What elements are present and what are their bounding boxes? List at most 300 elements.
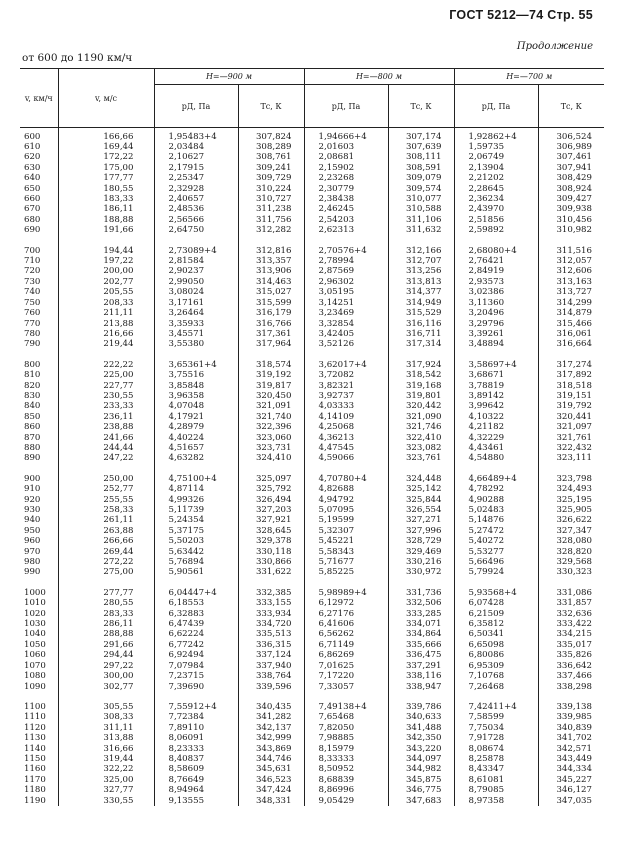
spacer-cell — [454, 692, 538, 702]
table-row — [20, 567, 604, 577]
cell-pressure-h900: 7,72384 — [154, 712, 238, 722]
cell-pressure-h800: 2,54203 — [304, 215, 388, 225]
table-row — [20, 744, 604, 754]
cell-speed-kmh: 1120 — [24, 722, 46, 733]
cell-speed-kmh: 810 — [24, 370, 41, 381]
table-row — [20, 339, 604, 349]
cell-temp-h900: 308,761 — [238, 152, 304, 162]
table-row — [20, 360, 604, 370]
cell-speed-ms: 322,22 — [58, 764, 154, 774]
cell-temp-h800: 334,864 — [388, 629, 454, 639]
cell-temp-h900: 338,764 — [238, 671, 304, 681]
cell-pressure-h900: 2,90237 — [154, 266, 238, 276]
spacer-cell — [538, 692, 604, 702]
table-row — [20, 194, 604, 204]
cell-temp-h800: 313,256 — [388, 266, 454, 276]
cell-pressure-h900: 6,62224 — [154, 629, 238, 639]
cell-temp-h700: 314,299 — [538, 298, 604, 308]
col-header-v-ms: v, м/с — [58, 69, 154, 128]
cell-pressure-h800: 2,23268 — [304, 173, 388, 183]
spacer-cell — [20, 350, 58, 360]
cell-speed-kmh: 1170 — [24, 774, 46, 785]
col-header-temperature: Tс, К — [238, 85, 304, 128]
cell-pressure-h700: 7,10768 — [454, 671, 538, 681]
cell-speed-ms: 263,88 — [58, 526, 154, 536]
table-row — [20, 152, 604, 162]
cell-temp-h700: 306,524 — [538, 128, 604, 143]
spacer-cell — [238, 350, 304, 360]
cell-temp-h900: 321,740 — [238, 412, 304, 422]
cell-pressure-h800: 4,59066 — [304, 453, 388, 463]
table-row — [20, 128, 604, 143]
cell-temp-h900: 312,282 — [238, 225, 304, 235]
cell-speed-ms: 213,88 — [58, 319, 154, 329]
cell-pressure-h800: 5,85225 — [304, 567, 388, 577]
table-row — [20, 640, 604, 650]
cell-pressure-h700: 3,39261 — [454, 329, 538, 339]
cell-temp-h900: 331,622 — [238, 567, 304, 577]
cell-speed-ms: 269,44 — [58, 547, 154, 557]
cell-pressure-h700: 2,84919 — [454, 266, 538, 276]
cell-temp-h800: 333,285 — [388, 609, 454, 619]
cell-pressure-h900: 3,08024 — [154, 287, 238, 297]
cell-pressure-h900: 5,50203 — [154, 536, 238, 546]
cell-temp-h900: 311,238 — [238, 204, 304, 214]
cell-temp-h800: 346,775 — [388, 785, 454, 795]
cell-pressure-h800: 6,71149 — [304, 640, 388, 650]
cell-pressure-h700: 6,80086 — [454, 650, 538, 660]
cell-speed-kmh: 1070 — [24, 660, 46, 671]
cell-speed-kmh: 1140 — [24, 743, 46, 754]
cell-temp-h900: 326,494 — [238, 495, 304, 505]
cell-temp-h900: 319,192 — [238, 370, 304, 380]
cell-temp-h700: 309,427 — [538, 194, 604, 204]
spacer-cell — [454, 464, 538, 474]
cell-temp-h700: 333,422 — [538, 619, 604, 629]
cell-speed-kmh: 1160 — [24, 764, 46, 775]
cell-pressure-h700: 4,32229 — [454, 433, 538, 443]
cell-temp-h800: 317,924 — [388, 360, 454, 370]
cell-pressure-h800: 3,92737 — [304, 391, 388, 401]
table-row — [20, 329, 604, 339]
cell-speed-kmh: 930 — [24, 505, 41, 515]
table-row — [20, 308, 604, 318]
cell-pressure-h800: 5,58343 — [304, 547, 388, 557]
table-row — [20, 536, 604, 546]
cell-speed-ms: 280,55 — [58, 598, 154, 608]
cell-temp-h800: 335,666 — [388, 640, 454, 650]
spacer-cell — [154, 464, 238, 474]
cell-temp-h700: 321,761 — [538, 433, 604, 443]
cell-temp-h700: 308,924 — [538, 184, 604, 194]
table-row — [20, 588, 604, 598]
spacer-cell — [58, 692, 154, 702]
cell-speed-ms: 172,22 — [58, 152, 154, 162]
cell-temp-h800: 311,632 — [388, 225, 454, 235]
cell-speed-kmh: 680 — [24, 214, 41, 225]
cell-temp-h700: 339,985 — [538, 712, 604, 722]
cell-speed-kmh: 880 — [24, 442, 41, 453]
cell-temp-h800: 324,448 — [388, 474, 454, 484]
cell-pressure-h800: 8,33333 — [304, 754, 388, 764]
cell-temp-h700: 325,905 — [538, 505, 604, 515]
cell-speed-ms: 191,66 — [58, 225, 154, 235]
cell-temp-h900: 314,463 — [238, 277, 304, 287]
cell-pressure-h700: 1,92862+4 — [454, 128, 538, 143]
cell-temp-h700: 346,127 — [538, 785, 604, 795]
cell-speed-kmh: 870 — [24, 432, 41, 443]
cell-temp-h700: 320,441 — [538, 412, 604, 422]
cell-temp-h800: 343,220 — [388, 744, 454, 754]
cell-temp-h800: 341,488 — [388, 723, 454, 733]
cell-temp-h800: 307,174 — [388, 128, 454, 143]
cell-pressure-h900: 4,75100+4 — [154, 474, 238, 484]
group-header-h800: H=—800 м — [304, 69, 454, 85]
cell-pressure-h800: 6,12972 — [304, 598, 388, 608]
cell-temp-h700: 314,879 — [538, 308, 604, 318]
cell-speed-ms: 308,33 — [58, 712, 154, 722]
cell-temp-h900: 323,731 — [238, 443, 304, 453]
cell-temp-h700: 307,461 — [538, 152, 604, 162]
cell-pressure-h900: 8,76649 — [154, 775, 238, 785]
cell-pressure-h900: 2,32928 — [154, 184, 238, 194]
cell-pressure-h700: 6,65098 — [454, 640, 538, 650]
cell-temp-h900: 308,289 — [238, 142, 304, 152]
cell-speed-ms: 305,55 — [58, 702, 154, 712]
col-header-temperature: Tс, К — [388, 85, 454, 128]
cell-temp-h800: 345,875 — [388, 775, 454, 785]
table-row — [20, 775, 604, 785]
cell-speed-kmh: 760 — [24, 308, 41, 319]
table-row — [20, 266, 604, 276]
cell-pressure-h700: 8,97358 — [454, 796, 538, 806]
table-row — [20, 412, 604, 422]
cell-temp-h700: 312,057 — [538, 256, 604, 266]
spacer-cell — [304, 692, 388, 702]
table-row — [20, 225, 604, 235]
cell-speed-ms: 266,66 — [58, 536, 154, 546]
cell-speed-ms: 283,33 — [58, 609, 154, 619]
group-spacer — [20, 692, 604, 702]
cell-speed-kmh: 990 — [24, 567, 41, 578]
cell-speed-ms: 300,00 — [58, 671, 154, 681]
cell-pressure-h800: 6,56262 — [304, 629, 388, 639]
cell-pressure-h800: 4,14109 — [304, 412, 388, 422]
cell-temp-h700: 324,493 — [538, 484, 604, 494]
cell-pressure-h700: 2,68080+4 — [454, 246, 538, 256]
cell-speed-ms: 311,11 — [58, 723, 154, 733]
cell-speed-ms: 313,88 — [58, 733, 154, 743]
cell-temp-h700: 318,518 — [538, 381, 604, 391]
cell-speed-ms: 227,77 — [58, 381, 154, 391]
cell-temp-h900: 334,720 — [238, 619, 304, 629]
spacer-cell — [538, 464, 604, 474]
cell-pressure-h900: 4,28979 — [154, 422, 238, 432]
cell-speed-ms: 194,44 — [58, 246, 154, 256]
cell-pressure-h800: 8,86996 — [304, 785, 388, 795]
cell-pressure-h800: 3,05195 — [304, 287, 388, 297]
spacer-cell — [154, 692, 238, 702]
cell-temp-h900: 325,097 — [238, 474, 304, 484]
cell-pressure-h800: 5,45221 — [304, 536, 388, 546]
cell-speed-kmh: 640 — [24, 173, 41, 184]
cell-speed-kmh: 980 — [24, 557, 41, 568]
cell-temp-h700: 328,080 — [538, 536, 604, 546]
cell-pressure-h800: 5,19599 — [304, 515, 388, 525]
cell-temp-h700: 322,432 — [538, 443, 604, 453]
cell-temp-h800: 307,639 — [388, 142, 454, 152]
table-row — [20, 173, 604, 183]
cell-temp-h700: 336,642 — [538, 661, 604, 671]
cell-temp-h800: 317,314 — [388, 339, 454, 349]
cell-temp-h800: 313,813 — [388, 277, 454, 287]
cell-pressure-h700: 5,53277 — [454, 547, 538, 557]
data-table-wrapper — [20, 68, 603, 806]
table-row — [20, 547, 604, 557]
cell-pressure-h800: 6,41606 — [304, 619, 388, 629]
cell-temp-h800: 328,729 — [388, 536, 454, 546]
cell-speed-kmh: 830 — [24, 390, 41, 401]
cell-pressure-h700: 3,20496 — [454, 308, 538, 318]
cell-temp-h700: 341,702 — [538, 733, 604, 743]
cell-pressure-h900: 9,13555 — [154, 796, 238, 806]
cell-speed-kmh: 770 — [24, 318, 41, 329]
cell-pressure-h800: 2,30779 — [304, 184, 388, 194]
cell-speed-ms: 302,77 — [58, 682, 154, 692]
cell-pressure-h700: 3,11360 — [454, 298, 538, 308]
spacer-cell — [58, 350, 154, 360]
cell-temp-h800: 338,947 — [388, 682, 454, 692]
cell-speed-kmh: 720 — [24, 266, 41, 277]
cell-pressure-h900: 2,99050 — [154, 277, 238, 287]
cell-pressure-h800: 3,42405 — [304, 329, 388, 339]
cell-temp-h800: 337,291 — [388, 661, 454, 671]
cell-temp-h700: 316,664 — [538, 339, 604, 349]
cell-speed-ms: 236,11 — [58, 412, 154, 422]
cell-temp-h900: 322,396 — [238, 422, 304, 432]
table-row — [20, 629, 604, 639]
cell-temp-h700: 313,727 — [538, 287, 604, 297]
cell-temp-h900: 328,645 — [238, 526, 304, 536]
cell-pressure-h900: 6,77242 — [154, 640, 238, 650]
cell-pressure-h900: 3,55380 — [154, 339, 238, 349]
spacer-cell — [388, 464, 454, 474]
cell-temp-h800: 326,554 — [388, 505, 454, 515]
cell-temp-h700: 306,989 — [538, 142, 604, 152]
cell-temp-h800: 342,350 — [388, 733, 454, 743]
cell-temp-h800: 314,949 — [388, 298, 454, 308]
cell-pressure-h800: 2,70576+4 — [304, 246, 388, 256]
cell-pressure-h700: 5,02483 — [454, 505, 538, 515]
spacer-cell — [454, 236, 538, 246]
cell-pressure-h900: 5,90561 — [154, 567, 238, 577]
cell-speed-kmh: 630 — [24, 162, 41, 173]
cell-pressure-h800: 2,46245 — [304, 204, 388, 214]
cell-pressure-h800: 2,62313 — [304, 225, 388, 235]
cell-temp-h900: 327,203 — [238, 505, 304, 515]
cell-temp-h700: 347,035 — [538, 796, 604, 806]
cell-speed-ms: 250,00 — [58, 474, 154, 484]
cell-pressure-h800: 4,70780+4 — [304, 474, 388, 484]
spacer-cell — [154, 236, 238, 246]
cell-pressure-h900: 5,37175 — [154, 526, 238, 536]
cell-speed-kmh: 950 — [24, 525, 41, 536]
cell-pressure-h800: 6,27176 — [304, 609, 388, 619]
cell-speed-kmh: 960 — [24, 536, 41, 547]
cell-temp-h900: 342,999 — [238, 733, 304, 743]
table-row — [20, 484, 604, 494]
cell-temp-h800: 323,761 — [388, 453, 454, 463]
table-row — [20, 474, 604, 484]
table-row — [20, 443, 604, 453]
range-label: от 600 до 1190 км/ч — [22, 52, 133, 64]
cell-pressure-h700: 4,43461 — [454, 443, 538, 453]
cell-temp-h800: 334,071 — [388, 619, 454, 629]
cell-temp-h900: 315,027 — [238, 287, 304, 297]
spacer-cell — [304, 236, 388, 246]
cell-pressure-h800: 3,14251 — [304, 298, 388, 308]
cell-pressure-h700: 5,40272 — [454, 536, 538, 546]
table-row — [20, 764, 604, 774]
cell-pressure-h800: 2,01603 — [304, 142, 388, 152]
cell-temp-h900: 316,179 — [238, 308, 304, 318]
data-table — [20, 68, 604, 806]
cell-pressure-h700: 3,58697+4 — [454, 360, 538, 370]
cell-temp-h700: 335,017 — [538, 640, 604, 650]
cell-pressure-h900: 4,40224 — [154, 433, 238, 443]
cell-speed-kmh: 790 — [24, 339, 41, 350]
cell-temp-h800: 321,090 — [388, 412, 454, 422]
cell-pressure-h800: 7,82050 — [304, 723, 388, 733]
cell-temp-h900: 313,357 — [238, 256, 304, 266]
cell-pressure-h700: 8,61081 — [454, 775, 538, 785]
cell-temp-h800: 336,475 — [388, 650, 454, 660]
cell-temp-h800: 320,442 — [388, 401, 454, 411]
cell-speed-ms: 291,66 — [58, 640, 154, 650]
cell-speed-ms: 233,33 — [58, 401, 154, 411]
cell-temp-h800: 323,082 — [388, 443, 454, 453]
cell-temp-h700: 334,215 — [538, 629, 604, 639]
cell-pressure-h800: 4,82688 — [304, 484, 388, 494]
cell-temp-h800: 330,972 — [388, 567, 454, 577]
cell-temp-h800: 311,106 — [388, 215, 454, 225]
continued-label: Продолжение — [516, 41, 593, 52]
cell-speed-kmh: 1030 — [24, 619, 46, 630]
cell-pressure-h700: 3,68671 — [454, 370, 538, 380]
table-row — [20, 526, 604, 536]
cell-pressure-h900: 3,65361+4 — [154, 360, 238, 370]
cell-pressure-h900: 8,23333 — [154, 744, 238, 754]
cell-pressure-h700: 2,21202 — [454, 173, 538, 183]
cell-pressure-h900: 4,99326 — [154, 495, 238, 505]
cell-temp-h900: 325,792 — [238, 484, 304, 494]
cell-pressure-h700: 8,43347 — [454, 764, 538, 774]
page-header: ГОСТ 5212—74 Стр. 55 — [449, 8, 593, 22]
cell-speed-kmh: 1110 — [24, 712, 46, 723]
table-row — [20, 184, 604, 194]
cell-pressure-h700: 6,50341 — [454, 629, 538, 639]
cell-pressure-h800: 3,62017+4 — [304, 360, 388, 370]
cell-temp-h900: 342,137 — [238, 723, 304, 733]
cell-temp-h900: 344,746 — [238, 754, 304, 764]
cell-speed-ms: 216,66 — [58, 329, 154, 339]
cell-pressure-h900: 7,39690 — [154, 682, 238, 692]
cell-pressure-h700: 2,36234 — [454, 194, 538, 204]
table-row — [20, 319, 604, 329]
cell-speed-ms: 180,55 — [58, 184, 154, 194]
cell-temp-h700: 335,826 — [538, 650, 604, 660]
cell-temp-h900: 320,450 — [238, 391, 304, 401]
cell-temp-h800: 316,116 — [388, 319, 454, 329]
cell-pressure-h700: 3,02386 — [454, 287, 538, 297]
cell-pressure-h900: 5,11739 — [154, 505, 238, 515]
cell-speed-ms: 230,55 — [58, 391, 154, 401]
cell-pressure-h700: 3,78819 — [454, 381, 538, 391]
table-row — [20, 723, 604, 733]
table-row — [20, 505, 604, 515]
cell-pressure-h800: 7,98885 — [304, 733, 388, 743]
cell-pressure-h800: 4,47545 — [304, 443, 388, 453]
cell-pressure-h800: 7,17220 — [304, 671, 388, 681]
cell-pressure-h800: 5,32307 — [304, 526, 388, 536]
cell-pressure-h700: 6,95309 — [454, 661, 538, 671]
cell-temp-h800: 322,410 — [388, 433, 454, 443]
cell-temp-h900: 321,091 — [238, 401, 304, 411]
cell-temp-h700: 319,792 — [538, 401, 604, 411]
cell-pressure-h900: 2,73089+4 — [154, 246, 238, 256]
cell-pressure-h900: 2,81584 — [154, 256, 238, 266]
cell-pressure-h800: 7,49138+4 — [304, 702, 388, 712]
cell-pressure-h700: 4,78292 — [454, 484, 538, 494]
table-row — [20, 246, 604, 256]
table-row — [20, 754, 604, 764]
cell-pressure-h900: 1,95483+4 — [154, 128, 238, 143]
cell-temp-h900: 330,866 — [238, 557, 304, 567]
cell-speed-ms: 261,11 — [58, 515, 154, 525]
cell-speed-kmh: 700 — [24, 245, 41, 256]
cell-pressure-h800: 4,94792 — [304, 495, 388, 505]
cell-pressure-h800: 7,01625 — [304, 661, 388, 671]
cell-pressure-h900: 3,85848 — [154, 381, 238, 391]
cell-temp-h800: 327,996 — [388, 526, 454, 536]
group-spacer — [20, 578, 604, 588]
cell-pressure-h900: 2,10627 — [154, 152, 238, 162]
col-header-pressure: pД, Па — [154, 85, 238, 128]
cell-speed-ms: 316,66 — [58, 744, 154, 754]
cell-temp-h800: 312,707 — [388, 256, 454, 266]
cell-pressure-h700: 6,21509 — [454, 609, 538, 619]
cell-pressure-h900: 6,92494 — [154, 650, 238, 660]
cell-temp-h900: 312,816 — [238, 246, 304, 256]
cell-speed-kmh: 710 — [24, 256, 41, 267]
cell-temp-h800: 340,633 — [388, 712, 454, 722]
table-row — [20, 391, 604, 401]
group-spacer — [20, 464, 604, 474]
cell-speed-kmh: 850 — [24, 411, 41, 422]
cell-pressure-h900: 4,51657 — [154, 443, 238, 453]
cell-temp-h700: 323,111 — [538, 453, 604, 463]
cell-speed-kmh: 970 — [24, 546, 41, 557]
cell-pressure-h800: 4,03333 — [304, 401, 388, 411]
cell-pressure-h700: 4,10322 — [454, 412, 538, 422]
cell-temp-h700: 343,449 — [538, 754, 604, 764]
spacer-cell — [238, 236, 304, 246]
table-row — [20, 682, 604, 692]
cell-pressure-h700: 2,43970 — [454, 204, 538, 214]
table-row — [20, 287, 604, 297]
cell-pressure-h700: 7,58599 — [454, 712, 538, 722]
table-row — [20, 785, 604, 795]
